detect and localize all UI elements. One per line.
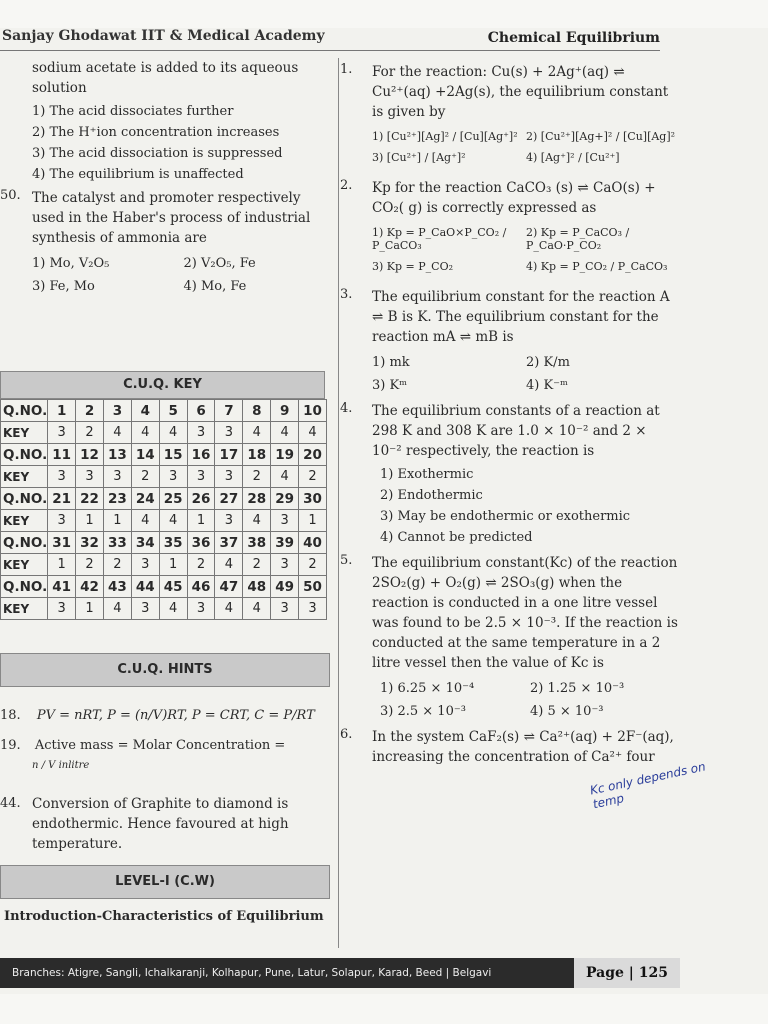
q4-option-3: 3) May be endothermic or exothermic [380, 509, 631, 524]
key-answer-cell: 4 [215, 598, 243, 620]
key-qno-cell: 26 [187, 488, 215, 510]
document-page [0, 28, 768, 994]
key-answer-cell: 2 [76, 422, 104, 444]
key-answer-cell: 4 [299, 422, 327, 444]
key-answer-cell: 4 [271, 422, 299, 444]
key-qno-row [1, 400, 327, 422]
key-answer-cell: 3 [131, 598, 159, 620]
key-qno-cell: 32 [76, 532, 104, 554]
key-answer-cell: 1 [103, 510, 131, 532]
key-answer-cell: 1 [187, 510, 215, 532]
q5-text: The equilibrium constant(Kc) of the reaction 2SO₂(g) + O₂(g) ⇌ 2SO₃(g) when the reaction is conducted in a one litre vessel was found to be 2.5 × 10⁻³. If the reaction is conducted at the same temperature in a 2 litre vessel then the value of Kc is [372, 555, 678, 671]
handwritten-note: Kc only depends on temp [588, 759, 707, 812]
q3-number: 3. [340, 287, 353, 302]
hints-heading: C.U.Q. HINTS [0, 653, 330, 687]
key-qno-label: Q.NO. [1, 444, 48, 466]
key-qno-cell: 3 [103, 400, 131, 422]
hint-19-fraction: n / V inlitre [32, 760, 90, 771]
q50-text: The catalyst and promoter respectively used in the Haber's process of industrial synthesis of ammonia are [32, 190, 311, 246]
institute-name: Sanjay Ghodawat IIT & Medical Academy [2, 28, 325, 44]
key-answer-cell: 4 [159, 510, 187, 532]
key-answer-row [1, 598, 327, 620]
hint-18 [0, 706, 315, 726]
key-qno-cell: 35 [159, 532, 187, 554]
q4-option-1: 1) Exothermic [380, 467, 474, 482]
key-qno-cell: 11 [48, 444, 76, 466]
key-answer-cell: 2 [299, 466, 327, 488]
key-answer-cell: 3 [131, 554, 159, 576]
key-answer-cell: 1 [76, 510, 104, 532]
key-qno-cell: 33 [103, 532, 131, 554]
key-answer-cell: 3 [187, 598, 215, 620]
q2-option-3: 3) Kp = P_CO₂ [372, 260, 454, 273]
q49-option-2: 2) The H⁺ion concentration increases [32, 125, 280, 140]
key-qno-cell: 24 [131, 488, 159, 510]
key-answer-cell: 3 [48, 598, 76, 620]
q3-option-1: 1) mk [372, 355, 410, 370]
key-qno-cell: 12 [76, 444, 104, 466]
hint-44-text: Conversion of Graphite to diamond is endothermic. Hence favoured at high temperature. [32, 796, 289, 852]
key-answer-row [1, 466, 327, 488]
key-answer-cell: 2 [76, 554, 104, 576]
q50-option-3: 3) Fe, Mo [32, 279, 95, 294]
q49-option-1: 1) The acid dissociates further [32, 104, 234, 119]
key-qno-cell: 9 [271, 400, 299, 422]
q49-continuation: sodium acetate is added to its aqueous solution [32, 60, 299, 96]
key-qno-cell: 30 [299, 488, 327, 510]
hint-19-text: Active mass = Molar Concentration = [34, 738, 286, 753]
level-heading: LEVEL-I (C.W) [0, 865, 330, 899]
key-answer-cell: 4 [243, 422, 271, 444]
key-answer-cell: 2 [187, 554, 215, 576]
key-answer-cell: 3 [271, 510, 299, 532]
key-qno-cell: 41 [48, 576, 76, 598]
q5-option-4: 4) 5 × 10⁻³ [530, 704, 604, 719]
key-answer-cell: 3 [215, 466, 243, 488]
q4-option-4: 4) Cannot be predicted [380, 530, 533, 545]
hint-18-number: 18. [0, 708, 21, 723]
key-answer-cell: 1 [76, 598, 104, 620]
key-answer-cell: 4 [243, 598, 271, 620]
key-answer-cell: 2 [243, 554, 271, 576]
header-rule [0, 50, 660, 51]
key-qno-cell: 10 [299, 400, 327, 422]
key-qno-cell: 31 [48, 532, 76, 554]
key-answer-cell: 4 [159, 598, 187, 620]
q2-option-1: 1) Kp = P_CaO×P_CO₂ / P_CaCO₃ [372, 226, 507, 252]
key-qno-cell: 34 [131, 532, 159, 554]
answer-key-table [0, 399, 327, 620]
hint-19 [0, 736, 330, 776]
key-qno-cell: 19 [271, 444, 299, 466]
key-qno-cell: 37 [215, 532, 243, 554]
key-qno-cell: 40 [299, 532, 327, 554]
q1-option-2: 2) [Cu²⁺][Ag+]² / [Cu][Ag]² [526, 130, 676, 143]
key-qno-cell: 46 [187, 576, 215, 598]
q5-option-1: 1) 6.25 × 10⁻⁴ [380, 681, 475, 696]
q2-text: Kp for the reaction CaCO₃ (s) ⇌ CaO(s) + CO₂( g) is correctly expressed as [372, 180, 656, 216]
key-answer-cell: 4 [215, 554, 243, 576]
key-qno-label: Q.NO. [1, 400, 48, 422]
key-answer-cell: 3 [215, 422, 243, 444]
key-answer-cell: 4 [103, 598, 131, 620]
key-answer-label: KEY [1, 554, 48, 576]
key-qno-cell: 5 [159, 400, 187, 422]
chapter-title: Chemical Equilibrium [487, 30, 660, 46]
key-qno-label: Q.NO. [1, 532, 48, 554]
key-qno-row [1, 444, 327, 466]
key-qno-cell: 42 [76, 576, 104, 598]
key-qno-cell: 45 [159, 576, 187, 598]
key-qno-cell: 18 [243, 444, 271, 466]
key-answer-cell: 3 [48, 466, 76, 488]
column-divider [338, 58, 339, 948]
key-qno-cell: 43 [103, 576, 131, 598]
key-answer-cell: 3 [48, 422, 76, 444]
q3-option-4: 4) K⁻ᵐ [526, 378, 569, 393]
q1-number: 1. [340, 62, 353, 77]
q1-text: For the reaction: Cu(s) + 2Ag⁺(aq) ⇌ Cu²⁺(aq) +2Ag(s), the equilibrium constant is given by [372, 64, 669, 120]
key-answer-cell: 3 [187, 422, 215, 444]
key-qno-cell: 47 [215, 576, 243, 598]
hint-18-text: PV = nRT, P = (n/V)RT, P = CRT, C = P/RT [36, 708, 315, 723]
q4-text: The equilibrium constants of a reaction at 298 K and 308 K are 1.0 × 10⁻² and 2 × 10⁻² respectively, the reaction is [372, 403, 660, 459]
key-qno-label: Q.NO. [1, 576, 48, 598]
key-qno-cell: 21 [48, 488, 76, 510]
key-answer-cell: 3 [103, 466, 131, 488]
key-answer-cell: 2 [299, 554, 327, 576]
key-qno-row [1, 576, 327, 598]
q49-option-3: 3) The acid dissociation is suppressed [32, 146, 283, 161]
key-qno-cell: 1 [48, 400, 76, 422]
key-qno-cell: 49 [271, 576, 299, 598]
key-answer-cell: 2 [243, 466, 271, 488]
key-answer-label: KEY [1, 510, 48, 532]
key-qno-cell: 4 [131, 400, 159, 422]
left-column [0, 58, 335, 302]
section-subtitle: Introduction-Characteristics of Equilibrium [4, 909, 324, 924]
key-qno-cell: 50 [299, 576, 327, 598]
key-qno-cell: 27 [215, 488, 243, 510]
key-answer-cell: 4 [271, 466, 299, 488]
key-qno-cell: 36 [187, 532, 215, 554]
key-answer-row [1, 554, 327, 576]
key-qno-row [1, 488, 327, 510]
key-qno-cell: 23 [103, 488, 131, 510]
key-qno-cell: 13 [103, 444, 131, 466]
key-answer-cell: 3 [76, 466, 104, 488]
key-answer-label: KEY [1, 466, 48, 488]
q4-number: 4. [340, 401, 353, 416]
key-qno-cell: 25 [159, 488, 187, 510]
q1-option-1: 1) [Cu²⁺][Ag]² / [Cu][Ag⁺]² [372, 130, 518, 143]
key-qno-cell: 22 [76, 488, 104, 510]
key-answer-cell: 3 [271, 554, 299, 576]
key-answer-cell: 4 [131, 510, 159, 532]
q3-option-2: 2) K/m [526, 355, 570, 370]
key-answer-cell: 2 [103, 554, 131, 576]
key-qno-cell: 8 [243, 400, 271, 422]
key-answer-cell: 1 [299, 510, 327, 532]
key-answer-cell: 3 [187, 466, 215, 488]
q5-option-2: 2) 1.25 × 10⁻³ [530, 681, 625, 696]
key-answer-row [1, 422, 327, 444]
key-qno-cell: 29 [271, 488, 299, 510]
key-qno-row [1, 532, 327, 554]
key-qno-cell: 38 [243, 532, 271, 554]
key-qno-cell: 28 [243, 488, 271, 510]
q2-option-2: 2) Kp = P_CaCO₃ / P_CaO·P_CO₂ [526, 226, 630, 252]
key-answer-cell: 1 [159, 554, 187, 576]
key-answer-cell: 4 [103, 422, 131, 444]
q1-option-4: 4) [Ag⁺]² / [Cu²⁺] [526, 151, 620, 164]
right-column [340, 62, 680, 767]
q50-number: 50. [0, 188, 21, 203]
key-qno-cell: 39 [271, 532, 299, 554]
q3-text: The equilibrium constant for the reaction A ⇌ B is K. The equilibrium constant for the reaction mA ⇌ mB is [372, 289, 670, 345]
key-qno-cell: 14 [131, 444, 159, 466]
key-answer-cell: 2 [131, 466, 159, 488]
q2-number: 2. [340, 178, 353, 193]
key-answer-cell: 3 [271, 598, 299, 620]
q5-option-3: 3) 2.5 × 10⁻³ [380, 704, 466, 719]
q49-option-4: 4) The equilibrium is unaffected [32, 167, 244, 182]
page-number: Page | 125 [574, 958, 680, 988]
q50-option-2: 2) V₂O₅, Fe [183, 256, 256, 271]
key-answer-cell: 4 [131, 422, 159, 444]
key-qno-cell: 6 [187, 400, 215, 422]
key-qno-cell: 48 [243, 576, 271, 598]
q6-text: In the system CaF₂(s) ⇌ Ca²⁺(aq) + 2F⁻(aq), increasing the concentration of Ca²⁺ four [372, 729, 674, 765]
key-answer-label: KEY [1, 598, 48, 620]
key-answer-cell: 3 [48, 510, 76, 532]
q4-option-2: 2) Endothermic [380, 488, 483, 503]
key-qno-label: Q.NO. [1, 488, 48, 510]
q3-option-3: 3) Kᵐ [372, 378, 408, 393]
key-answer-cell: 4 [159, 422, 187, 444]
key-qno-cell: 15 [159, 444, 187, 466]
hint-19-number: 19. [0, 738, 21, 753]
footer-branches: Branches: Atigre, Sangli, Ichalkaranji, Kolhapur, Pune, Latur, Solapur, Karad, Beed | Belgavi [0, 958, 680, 988]
hint-44 [0, 794, 330, 854]
key-answer-cell: 3 [299, 598, 327, 620]
q6-number: 6. [340, 727, 353, 742]
key-qno-cell: 17 [215, 444, 243, 466]
key-answer-cell: 3 [159, 466, 187, 488]
q1-option-3: 3) [Cu²⁺] / [Ag⁺]² [372, 151, 466, 164]
key-qno-cell: 2 [76, 400, 104, 422]
q50-option-4: 4) Mo, Fe [183, 279, 247, 294]
key-answer-label: KEY [1, 422, 48, 444]
key-answer-cell: 4 [243, 510, 271, 532]
q2-option-4: 4) Kp = P_CO₂ / P_CaCO₃ [526, 260, 668, 273]
key-heading: C.U.Q. KEY [0, 371, 325, 399]
key-qno-cell: 20 [299, 444, 327, 466]
key-qno-cell: 16 [187, 444, 215, 466]
q5-number: 5. [340, 553, 353, 568]
key-answer-cell: 1 [48, 554, 76, 576]
key-qno-cell: 44 [131, 576, 159, 598]
q50-option-1: 1) Mo, V₂O₅ [32, 256, 110, 271]
key-answer-cell: 3 [215, 510, 243, 532]
key-answer-row [1, 510, 327, 532]
key-qno-cell: 7 [215, 400, 243, 422]
hint-44-number: 44. [0, 796, 21, 811]
